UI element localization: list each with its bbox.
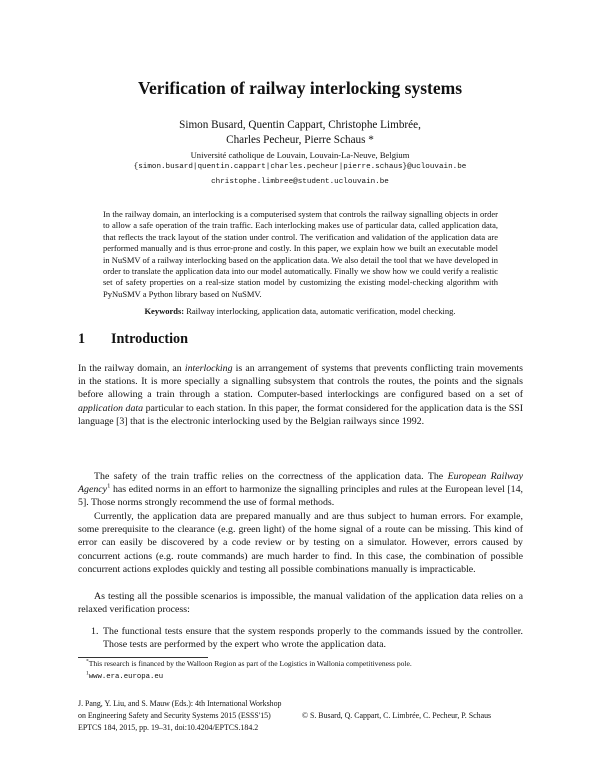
paragraph-1: In the railway domain, an interlocking is an arrangement of systems that prevents conflicting train movements in the stations. It is more specially a signalling subsystem that controls the routes, the points and the signals before allowing a train through a station. Computer-based interlockings are configured based on a set of application data particular to each station. In this paper, the format considered for the application data is the SSI language [3] that is the electronic interlocking used by the Belgian railways since 1992.	[78, 363, 523, 427]
authors-line-2: Charles Pecheur, Pierre Schaus *	[226, 134, 374, 146]
footnote-2: $^1$www.era.europa.eu	[86, 670, 164, 681]
footer-line-3: EPTCS 184, 2015, pp. 19–31, doi:10.4204/EPTCS.184.2	[78, 723, 259, 732]
list-item-number: 1.	[91, 626, 99, 637]
paragraph-3: Currently, the application data are prepared manually and are thus subject to human errors. For example, some prerequisite to the clearance (e.g. green light) of the home signal of a route can be missing. This kind of error can easily be discovered by a code review or by testing on a simulator. However, errors caused by concurrent actions (e.g. route commands) are much harder to find. In this case, the combination of possible concurrent actions explodes quickly and testing all possible combinations manually is impracticable.	[78, 511, 523, 575]
section-number: 1	[78, 331, 86, 347]
keywords	[0, 306, 600, 316]
paper-title: Verification of railway interlocking systems	[137, 78, 463, 98]
list-item-text: The functional tests ensure that the system responds properly to the commands issued by the controller. Those tests are performed by the expert who wrote the application data.	[103, 626, 523, 651]
footer-line-1: J. Pang, Y. Liu, and S. Mauw (Eds.): 4th International Workshop	[78, 699, 282, 708]
keywords-text: Railway interlocking, application data, automatic verification, model checking.	[186, 306, 456, 316]
email-line-2: christophe.limbree@student.uclouvain.be	[211, 178, 389, 186]
paragraph-2: The safety of the train traffic relies on the correctness of the application data. The European Railway Agency$^1$ has edited norms in an effort to harmonize the signalling principles and rules at the European level [14, 5]. Those norms strongly recommend the use of formal methods.	[78, 471, 523, 509]
abstract: In the railway domain, an interlocking is a computerised system that controls the railway signalling objects in order to allow a safe operation of the train traffic. Each interlocking makes use of particular data, called application data, that reflects the track layout of the station under control. The verification and validation of the application data are performed manually and is thus error-prone and costly. In this paper, we explain how we built an executable model in NuSMV of a railway interlocking based on the application data. We also detail the tool that we have developed in order to translate the application data into our model automatically. Finally we show how we could verify a realistic set of safety properties on a real-size station model by customizing the existing model-checking algorithm with PyNuSMV a Python library based on NuSMV.	[103, 209, 498, 299]
footnote-marker: 1	[107, 482, 111, 490]
email-line-1: {simon.busard|quentin.cappart|charles.pecheur|pierre.schaus}@uclouvain.be	[133, 163, 467, 171]
affiliation: Université catholique de Louvain, Louvain-La-Neuve, Belgium	[190, 150, 410, 160]
paragraph-4: As testing all the possible scenarios is impossible, the manual validation of the application data relies on a relaxed verification process:	[78, 591, 523, 616]
keywords-label: Keywords:	[144, 306, 185, 316]
footnote-rule	[78, 657, 208, 658]
section-title: Introduction	[111, 331, 188, 347]
copyright: © S. Busard, Q. Cappart, C. Limbrée, C. Pecheur, P. Schaus	[302, 711, 492, 720]
footer-line-2: on Engineering Safety and Security Systems 2015 (ESSS'15)	[78, 711, 271, 720]
section-heading	[78, 331, 188, 348]
authors-line-1: Simon Busard, Quentin Cappart, Christophe Limbrée,	[179, 119, 421, 131]
footnote-1: *This research is financed by the Walloon Region as part of the Logistics in Wallonia competitiveness pole.	[86, 658, 412, 668]
